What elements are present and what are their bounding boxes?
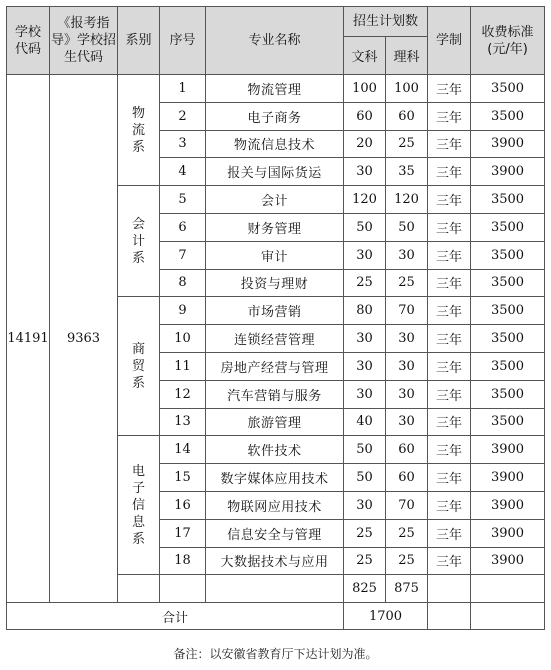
duration-cell: 三年 [428, 325, 471, 353]
arts-cell: 50 [344, 464, 386, 492]
arts-cell: 120 [344, 186, 386, 214]
seq-cell: 11 [160, 352, 206, 380]
seq-cell: 5 [160, 186, 206, 214]
science-cell: 25 [386, 269, 428, 297]
major-cell: 汽车营销与服务 [206, 380, 344, 408]
arts-cell: 30 [344, 158, 386, 186]
science-cell: 60 [386, 436, 428, 464]
fee-cell: 3900 [471, 519, 545, 547]
subtotal-arts: 825 [344, 575, 386, 603]
seq-cell: 12 [160, 380, 206, 408]
subtotal-empty-fee [471, 575, 545, 603]
arts-cell: 25 [344, 519, 386, 547]
header-department: 系别 [118, 7, 160, 75]
major-cell: 连锁经营管理 [206, 325, 344, 353]
arts-cell: 30 [344, 241, 386, 269]
duration-cell: 三年 [428, 102, 471, 130]
department-cell: 电子信息系 [118, 436, 160, 575]
duration-cell: 三年 [428, 130, 471, 158]
fee-cell: 3900 [471, 158, 545, 186]
arts-cell: 80 [344, 297, 386, 325]
fee-cell: 3500 [471, 380, 545, 408]
fee-cell: 3500 [471, 408, 545, 436]
science-cell: 35 [386, 158, 428, 186]
department-cell: 商贸系 [118, 297, 160, 436]
total-value: 1700 [344, 603, 428, 630]
science-cell: 70 [386, 491, 428, 519]
header-duration: 学制 [428, 7, 471, 75]
department-cell: 物流系 [118, 75, 160, 186]
duration-cell: 三年 [428, 269, 471, 297]
science-cell: 100 [386, 75, 428, 103]
fee-cell: 3500 [471, 325, 545, 353]
seq-cell: 2 [160, 102, 206, 130]
seq-cell: 9 [160, 297, 206, 325]
fee-cell: 3500 [471, 352, 545, 380]
arts-cell: 25 [344, 269, 386, 297]
seq-cell: 17 [160, 519, 206, 547]
seq-cell: 1 [160, 75, 206, 103]
major-cell: 电子商务 [206, 102, 344, 130]
major-cell: 审计 [206, 241, 344, 269]
seq-cell: 16 [160, 491, 206, 519]
major-cell: 会计 [206, 186, 344, 214]
arts-cell: 20 [344, 130, 386, 158]
fee-cell: 3500 [471, 269, 545, 297]
arts-cell: 30 [344, 325, 386, 353]
total-label: 合计 [7, 603, 344, 630]
department-cell: 会计系 [118, 186, 160, 297]
major-cell: 报关与国际货运 [206, 158, 344, 186]
fee-cell: 3500 [471, 75, 545, 103]
arts-cell: 40 [344, 408, 386, 436]
seq-cell: 14 [160, 436, 206, 464]
duration-cell: 三年 [428, 519, 471, 547]
header-plan: 招生计划数 [344, 7, 428, 37]
fee-cell: 3500 [471, 213, 545, 241]
science-cell: 50 [386, 213, 428, 241]
duration-cell: 三年 [428, 436, 471, 464]
total-empty-duration [428, 603, 471, 630]
seq-cell: 15 [160, 464, 206, 492]
enrollment-plan-table [6, 6, 545, 630]
guide-code-cell: 9363 [50, 75, 118, 603]
subtotal-empty-duration [428, 575, 471, 603]
duration-cell: 三年 [428, 352, 471, 380]
seq-cell: 7 [160, 241, 206, 269]
duration-cell: 三年 [428, 547, 471, 575]
arts-cell: 100 [344, 75, 386, 103]
seq-cell: 18 [160, 547, 206, 575]
major-cell: 物流管理 [206, 75, 344, 103]
major-cell: 房地产经营与管理 [206, 352, 344, 380]
duration-cell: 三年 [428, 186, 471, 214]
duration-cell: 三年 [428, 241, 471, 269]
science-cell: 60 [386, 464, 428, 492]
duration-cell: 三年 [428, 297, 471, 325]
major-cell: 市场营销 [206, 297, 344, 325]
total-empty-fee [471, 603, 545, 630]
science-cell: 30 [386, 408, 428, 436]
header-school-code: 学校代码 [7, 7, 50, 75]
subtotal-empty-major [206, 575, 344, 603]
duration-cell: 三年 [428, 213, 471, 241]
major-cell: 旅游管理 [206, 408, 344, 436]
seq-cell: 8 [160, 269, 206, 297]
duration-cell: 三年 [428, 464, 471, 492]
fee-cell: 3500 [471, 241, 545, 269]
fee-cell: 3900 [471, 491, 545, 519]
science-cell: 25 [386, 547, 428, 575]
arts-cell: 50 [344, 213, 386, 241]
subtotal-science: 875 [386, 575, 428, 603]
footnote: 备注：以安徽省教育厅下达计划为准。 [173, 647, 378, 661]
fee-cell: 3500 [471, 297, 545, 325]
fee-cell: 3500 [471, 102, 545, 130]
duration-cell: 三年 [428, 408, 471, 436]
science-cell: 30 [386, 325, 428, 353]
science-cell: 120 [386, 186, 428, 214]
duration-cell: 三年 [428, 380, 471, 408]
fee-cell: 3500 [471, 186, 545, 214]
major-cell: 数字媒体应用技术 [206, 464, 344, 492]
arts-cell: 30 [344, 380, 386, 408]
science-cell: 30 [386, 352, 428, 380]
arts-cell: 30 [344, 491, 386, 519]
header-arts: 文科 [344, 37, 386, 75]
seq-cell: 10 [160, 325, 206, 353]
arts-cell: 60 [344, 102, 386, 130]
header-seq: 序号 [160, 7, 206, 75]
seq-cell: 6 [160, 213, 206, 241]
seq-cell: 13 [160, 408, 206, 436]
fee-cell: 3900 [471, 436, 545, 464]
science-cell: 25 [386, 130, 428, 158]
science-cell: 25 [386, 519, 428, 547]
major-cell: 物流信息技术 [206, 130, 344, 158]
fee-cell: 3900 [471, 547, 545, 575]
arts-cell: 30 [344, 352, 386, 380]
subtotal-empty-dept [118, 575, 160, 603]
major-cell: 软件技术 [206, 436, 344, 464]
header-science: 理科 [386, 37, 428, 75]
science-cell: 70 [386, 297, 428, 325]
duration-cell: 三年 [428, 491, 471, 519]
major-cell: 信息安全与管理 [206, 519, 344, 547]
subtotal-empty-seq [160, 575, 206, 603]
science-cell: 60 [386, 102, 428, 130]
major-cell: 财务管理 [206, 213, 344, 241]
header-guide-code: 《报考指导》学校招生代码 [50, 7, 118, 75]
arts-cell: 25 [344, 547, 386, 575]
science-cell: 30 [386, 380, 428, 408]
header-fee: 收费标准(元/年) [471, 7, 545, 75]
science-cell: 30 [386, 241, 428, 269]
major-cell: 投资与理财 [206, 269, 344, 297]
header-row [7, 7, 545, 37]
table-row [7, 75, 545, 103]
total-row [7, 603, 545, 630]
school-code-cell: 14191 [7, 75, 50, 603]
major-cell: 物联网应用技术 [206, 491, 344, 519]
duration-cell: 三年 [428, 75, 471, 103]
seq-cell: 4 [160, 158, 206, 186]
duration-cell: 三年 [428, 158, 471, 186]
fee-cell: 3900 [471, 464, 545, 492]
header-major: 专业名称 [206, 7, 344, 75]
fee-cell: 3900 [471, 130, 545, 158]
major-cell: 大数据技术与应用 [206, 547, 344, 575]
arts-cell: 50 [344, 436, 386, 464]
seq-cell: 3 [160, 130, 206, 158]
